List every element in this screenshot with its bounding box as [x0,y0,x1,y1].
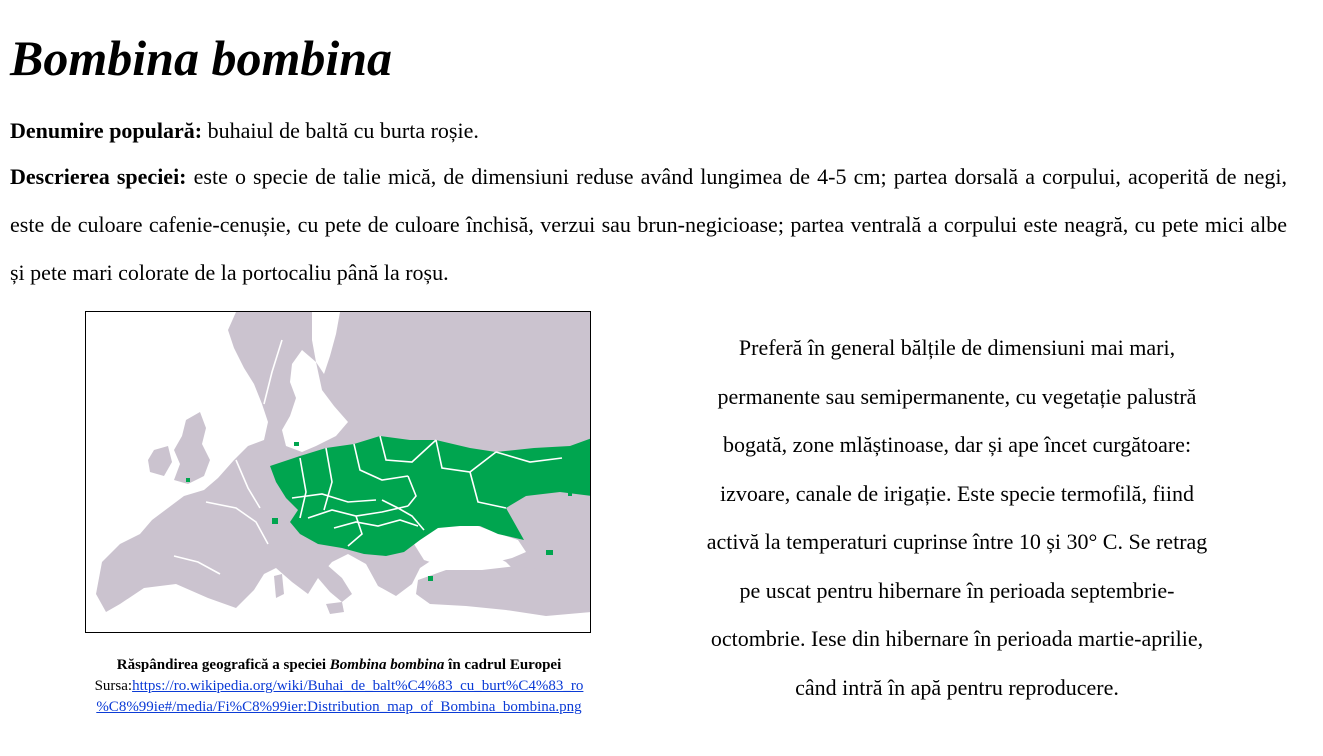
caption-source-label: Sursa: [94,678,133,694]
caption-title-prefix: Răspândirea geografică a speciei [116,657,330,673]
popular-name-paragraph [10,107,1287,155]
habitat-line: permanente sau semipermanente, cu vegetație palustră [717,383,1197,409]
map-range-patch [294,442,299,446]
distribution-map [85,311,591,633]
map-range-patch [428,576,433,581]
habitat-line: Preferă în general bălțile de dimensiuni mai mari, [738,335,1176,360]
description-paragraph [10,153,1287,297]
habitat-line: când intră în apă pentru reproducere. [795,674,1119,700]
map-range-patch [546,550,553,555]
description-label: Descrierea speciei: [10,164,187,189]
habitat-line: izvoare, canale de irigație. Este specie termofilă, fiind [720,480,1194,506]
map-range-patch [186,478,190,482]
map-range-patch [272,518,278,524]
caption-source-line2: %C8%99ie#/media/Fi%C8%99ier:Distribution_map_of_Bombina_bombina.png [96,699,582,715]
map-range-patch [568,484,572,496]
caption-source [0,676,678,718]
caption-title-suffix: în cadrul Europei [444,657,562,673]
habitat-line: activă la temperaturi cuprinse între 10 și 30° C. Se retrag [706,529,1208,554]
habitat-line: octombrie. Iese din hibernare în perioada martie-aprilie, [710,626,1204,651]
caption-source-link[interactable] [96,678,583,715]
popular-name-label: Denumire populară: [10,118,203,143]
habitat-line: pe uscat pentru hibernare în perioada septembrie- [739,577,1175,603]
page-title: Bombina bombina [10,30,393,86]
caption-title [0,655,678,676]
caption-title-species: Bombina bombina [329,657,445,673]
habitat-line: bogată, zone mlăștinoase, dar și ape încet curgătoare: [722,432,1192,457]
europe-map-svg [86,312,591,633]
habitat-paragraph [640,324,1274,712]
description-text: este o specie de talie mică, de dimensiuni reduse având lungimea de 4-5 cm; partea dorsală a corpului, acoperită de negi, este de culoare cafenie-cenușie, cu pete de culoare închisă, verzui sau brun-negicioase; partea ventrală a corpului este neagră, cu pete mici albe și pete mari colorate de la portocaliu până la roșu. [10,164,1287,285]
map-caption [0,655,678,718]
caption-source-line1: https://ro.wikipedia.org/wiki/Buhai_de_balt%C4%83_cu_burt%C4%83_ro [132,678,584,694]
popular-name-text: buhaiul de baltă cu burta roșie. [202,118,479,143]
